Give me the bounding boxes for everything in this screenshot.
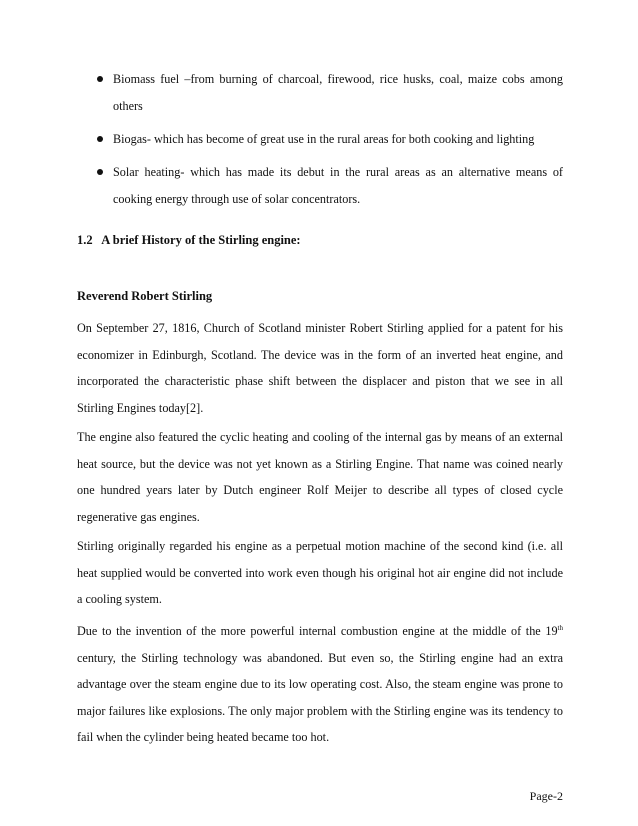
bullet-icon: [97, 169, 103, 175]
superscript: th: [557, 623, 563, 632]
paragraph: Stirling originally regarded his engine as a perpetual motion machine of the second kind (i.e. all heat supplied would be converted into work even though his original hot air engine did not include a cooling system.: [77, 539, 563, 606]
bullet-text: Biogas- which has become of great use in the rural areas for both cooking and lighting: [113, 132, 535, 146]
bullet-text: Biomass fuel –from burning of charcoal, firewood, rice husks, coal, maize cobs among others: [113, 72, 563, 113]
paragraph: The engine also featured the cyclic heating and cooling of the internal gas by means of an external heat source, but the device was not yet known as a Stirling Engine. That name was coined nearly one hundred years later by Dutch engineer Rolf Meijer to describe all types of closed cycle regenerative gas engines.: [77, 430, 563, 524]
bullet-icon: [97, 136, 103, 142]
bullet-text: Solar heating- which has made its debut in the rural areas as an alternative means of cooking energy through use of solar concentrators.: [113, 165, 563, 206]
bullet-item: [113, 159, 563, 213]
bullet-icon: [97, 76, 103, 82]
paragraph: On September 27, 1816, Church of Scotland minister Robert Stirling applied for a patent for his economizer in Edinburgh, Scotland. The device was in the form of an inverted heat engine, and incorporated the characteristic phase shift between the displacer and piston that we see in all Stirling Engines today[2].: [77, 321, 563, 415]
bullet-item: [113, 66, 563, 120]
subheading: Reverend Robert Stirling: [77, 289, 213, 303]
paragraph: [77, 618, 563, 751]
bullet-item: [113, 126, 563, 153]
page-number: Page-2: [529, 789, 563, 803]
section-heading: 1.2 A brief History of the Stirling engine:: [77, 233, 301, 247]
bullet-list: [0, 66, 638, 213]
paragraph-text: century, the Stirling technology was abandoned. But even so, the Stirling engine had an extra advantage over the steam engine due to its low operating cost. Also, the steam engine was prone to major failures like explosions. The only major problem with the Stirling engine was its tendency to fail when the cylinder being heated became too hot.: [77, 650, 563, 744]
paragraph-text: Due to the invention of the more powerful internal combustion engine at the middle of the 19: [77, 624, 558, 638]
